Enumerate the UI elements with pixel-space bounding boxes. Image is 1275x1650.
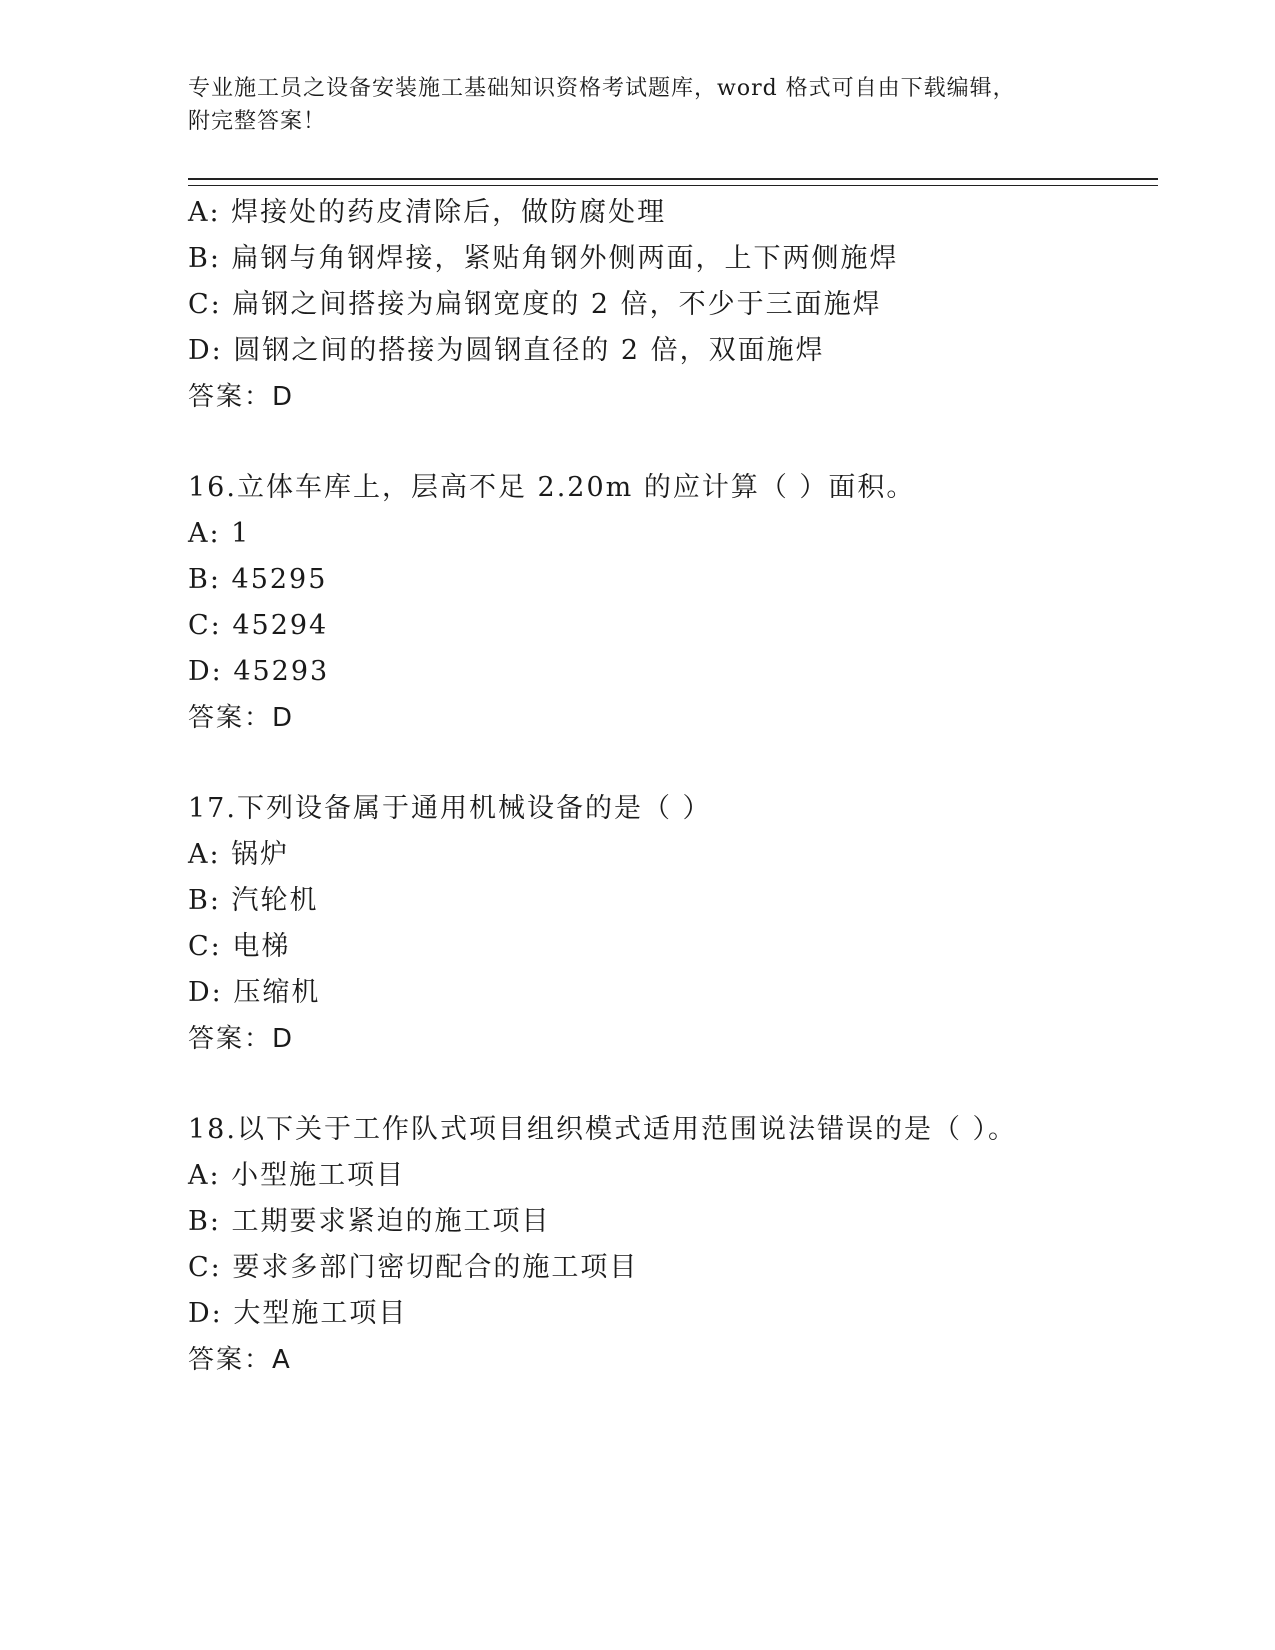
answer-line: 答案：D	[188, 1024, 295, 1054]
option-b: B: 45295	[188, 564, 328, 595]
option-b: B: 汽轮机	[188, 885, 319, 916]
header-title-line-2: 附完整答案！	[188, 109, 327, 134]
option-a: A: 小型施工项目	[188, 1160, 406, 1191]
answer-line: 答案：D	[188, 382, 295, 412]
option-b: B: 扁钢与角钢焊接，紧贴角钢外侧两面，上下两侧施焊	[188, 243, 899, 274]
question-text: 17.下列设备属于通用机械设备的是（ ）	[188, 793, 712, 824]
option-a: A: 焊接处的药皮清除后，做防腐处理	[188, 197, 667, 228]
option-c: C: 45294	[188, 610, 329, 641]
question-block-18	[188, 1107, 1148, 1383]
option-d: D: 45293	[188, 656, 330, 687]
option-c: C: 扁钢之间搭接为扁钢宽度的 2 倍，不少于三面施焊	[188, 289, 882, 320]
option-d: D: 压缩机	[188, 977, 321, 1008]
option-b: B: 工期要求紧迫的施工项目	[188, 1206, 551, 1237]
question-block-17	[188, 786, 1148, 1062]
question-block-16	[188, 465, 1148, 741]
option-a: A: 1	[188, 518, 251, 549]
question-block-15	[188, 190, 1148, 420]
spacer	[188, 1062, 1148, 1107]
answer-line: 答案：D	[188, 703, 295, 733]
question-text: 16.立体车库上，层高不足 2.20m 的应计算（ ）面积。	[188, 472, 916, 503]
spacer	[188, 420, 1148, 465]
header-divider	[188, 178, 1158, 186]
option-d: D: 圆钢之间的搭接为圆钢直径的 2 倍，双面施焊	[188, 335, 825, 366]
spacer	[188, 741, 1148, 786]
page-header	[188, 72, 1068, 138]
answer-line: 答案：A	[188, 1345, 292, 1375]
question-list	[188, 190, 1148, 1383]
question-text: 18.以下关于工作队式项目组织模式适用范围说法错误的是（ ）。	[188, 1114, 1018, 1145]
option-d: D: 大型施工项目	[188, 1298, 408, 1329]
option-c: C: 要求多部门密切配合的施工项目	[188, 1252, 639, 1283]
header-title-line-1: 专业施工员之设备安装施工基础知识资格考试题库，word 格式可自由下载编辑，	[188, 76, 1016, 101]
option-c: C: 电梯	[188, 931, 291, 962]
option-a: A: 锅炉	[188, 839, 290, 870]
